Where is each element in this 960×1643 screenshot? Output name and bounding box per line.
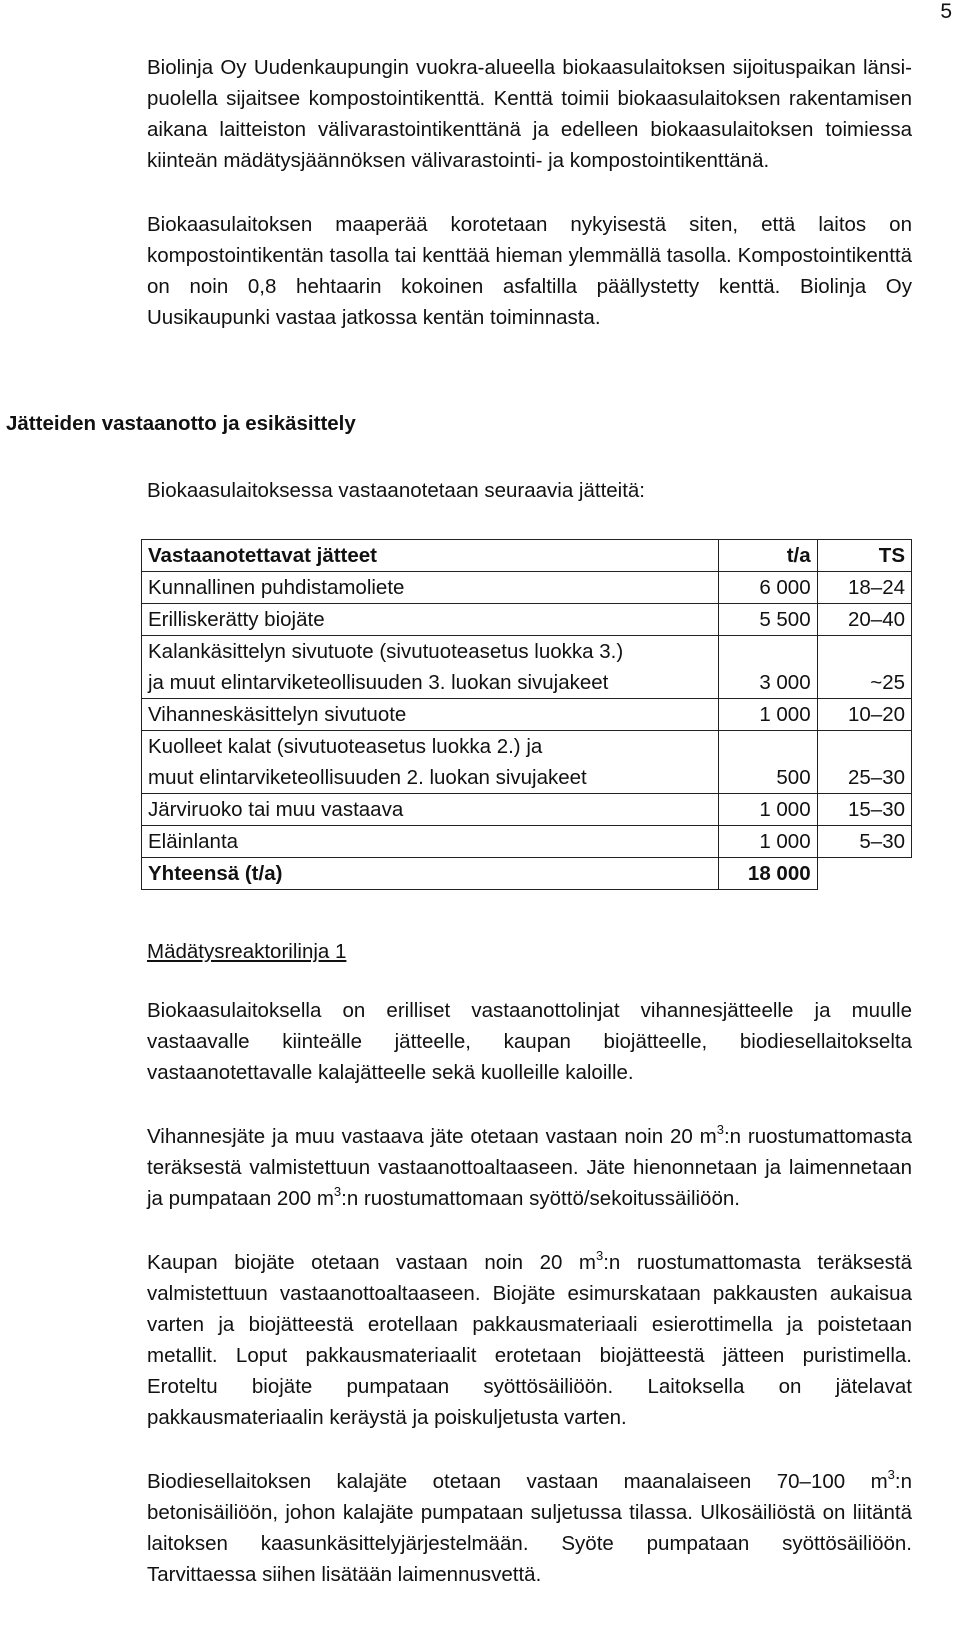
waste-name: [142, 636, 719, 699]
p6-sup: 3: [887, 1467, 895, 1482]
waste-table: [141, 539, 912, 890]
waste-name: [142, 731, 719, 794]
waste-ts: 25–30: [817, 731, 911, 794]
table-header-row: [142, 540, 912, 572]
header-ta: t/a: [719, 540, 817, 572]
paragraph-5: [147, 1247, 912, 1433]
waste-name: [142, 794, 719, 826]
waste-ts: 20–40: [817, 604, 911, 636]
waste-ts: 18–24: [817, 572, 911, 604]
paragraph-6: [147, 1466, 912, 1590]
waste-ta: 6 000: [719, 572, 817, 604]
p4-c: :n ruostumattomaan syöttö/sekoitussäiliöön.: [341, 1187, 740, 1210]
p5-sup: 3: [595, 1248, 604, 1263]
total-label: Yhteensä (t/a): [142, 858, 719, 890]
total-ta: 18 000: [719, 858, 817, 890]
p5-b: :n ruostumattomasta teräksestä valmistettuun vastaanottoaltaaseen. Biojäte esimurskataan pakkausten aukaisua varten ja biojätteestä erotellaan pakkausmateriaali esierottimella ja poistetaan metallit. Loput pakkausmateriaalit erotetaan biojätteestä jätteen puristimella. Eroteltu biojäte pumpataan syöttösäiliöön. Laitoksella on jätelavat pakkausmateriaalin keräystä ja poiskuljetusta varten.: [147, 1251, 912, 1429]
waste-name-line1: Vihanneskäsittelyn sivutuote: [148, 703, 407, 726]
table-row: [142, 794, 912, 826]
paragraph-2: Biokaasulaitoksen maaperää korotetaan nykyisestä siten, että laitos on kompostointikentän tasolla tai kenttää hieman ylemmällä tasolla. Kompostointikenttä on noin 0,8 hehtaarin kokoinen asfaltilla päällystetty kenttä. Biolinja Oy Uusikaupunki vastaa jatkossa kentän toiminnasta.: [147, 213, 912, 329]
waste-name-line1: Kuolleet kalat (sivutuoteasetus luokka 2.) ja: [148, 735, 543, 758]
section-heading: Jätteiden vastaanotto ja esikäsittely: [6, 412, 356, 435]
table-row: [142, 572, 912, 604]
waste-ts: 5–30: [817, 826, 911, 858]
p4-a: Vihannesjäte ja muu vastaava jäte otetaan vastaan noin 20 m: [147, 1125, 717, 1148]
waste-name-line1: Eläinlanta: [148, 830, 239, 853]
paragraph-4: [147, 1121, 912, 1214]
table-row: [142, 636, 912, 699]
waste-ta: 5 500: [719, 604, 817, 636]
table-row: [142, 826, 912, 858]
waste-name: [142, 699, 719, 731]
table-total-row: [142, 858, 912, 890]
waste-ta: 1 000: [719, 699, 817, 731]
waste-name-line1: Kunnallinen puhdistamoliete: [148, 576, 405, 599]
waste-name-line1: Järviruoko tai muu vastaava: [148, 798, 404, 821]
paragraph-1: Biolinja Oy Uudenkaupungin vuokra-alueella biokaasulaitoksen sijoituspaikan länsi-puolella sijaitsee kompostointikenttä. Kenttä toimii biokaasulaitoksen rakentamisen aikana laitteiston välivarastointikenttänä ja edelleen biokaasulaitoksen toimiessa kiinteän mädätysjäännöksen välivarastointi- ja kompostointikenttänä.: [147, 56, 912, 172]
waste-ta: 500: [719, 731, 817, 794]
subheading-reactor-line: Mädätysreaktorilinja 1: [147, 940, 347, 963]
waste-name: [142, 826, 719, 858]
reactor-section: [147, 995, 912, 1590]
header-waste: Vastaanotettavat jätteet: [142, 540, 719, 572]
p4-sup1: 3: [716, 1122, 724, 1137]
page-number: 5: [940, 0, 952, 23]
p4-sup2: 3: [333, 1184, 342, 1199]
waste-ta: 3 000: [719, 636, 817, 699]
table-row: [142, 731, 912, 794]
waste-name-line2: muut elintarviketeollisuuden 2. luokan sivujakeet: [148, 766, 587, 789]
table-row: [142, 604, 912, 636]
header-ts: TS: [817, 540, 911, 572]
intro-section: [147, 52, 912, 333]
waste-name-line2: ja muut elintarviketeollisuuden 3. luokan sivujakeet: [148, 671, 609, 694]
waste-name-line1: Kalankäsittelyn sivutuote (sivutuoteasetus luokka 3.): [148, 640, 624, 663]
waste-name: [142, 604, 719, 636]
paragraph-3: Biokaasulaitoksella on erilliset vastaanottolinjat vihannesjätteelle ja muulle vastaavalle kiinteälle jätteelle, kaupan biojätteelle, biodiesellaitokselta vastaanotettavalle kalajätteelle sekä kuolleille kaloille.: [147, 999, 912, 1084]
total-blank: [817, 858, 911, 890]
waste-ts: 10–20: [817, 699, 911, 731]
waste-name: [142, 572, 719, 604]
p5-a: Kaupan biojäte otetaan vastaan noin 20 m: [147, 1251, 596, 1274]
waste-ts: ~25: [817, 636, 911, 699]
table-intro: Biokaasulaitoksessa vastaanotetaan seuraavia jätteitä:: [147, 479, 646, 502]
p4-b: :n ruostumattomasta teräksestä valmistettuun vastaanottoaltaaseen. Jäte hienonnetaan ja laimennetaan ja pumpataan 200 m: [147, 1125, 912, 1210]
waste-ta: 1 000: [719, 826, 817, 858]
p6-b: :n betonisäiliöön, johon kalajäte pumpataan suljetussa tilassa. Ulkosäiliöstä on liitäntä laitoksen kaasunkäsittelyjärjestelmään. Syöte pumpataan syöttösäiliöön. Tarvittaessa siihen lisätään laimennusvettä.: [147, 1470, 912, 1586]
waste-name-line1: Erilliskerätty biojäte: [148, 608, 325, 631]
p6-a: Biodiesellaitoksen kalajäte otetaan vastaan maanalaiseen 70–100 m: [147, 1470, 888, 1493]
waste-ta: 1 000: [719, 794, 817, 826]
waste-ts: 15–30: [817, 794, 911, 826]
table-row: [142, 699, 912, 731]
